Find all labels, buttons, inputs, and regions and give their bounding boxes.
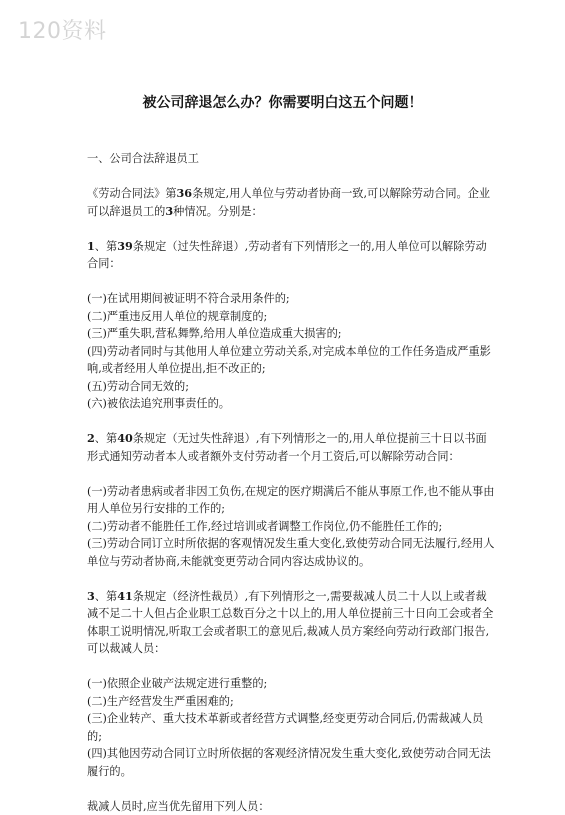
article-39-paragraph: 1、第39条规定（过失性辞退）,劳动者有下列情形之一的,用人单位可以解除劳动合同： xyxy=(87,238,495,273)
list-item: (四)其他因劳动合同订立时所依据的客观经济情况发生重大变化,致使劳动合同无法履行的。 xyxy=(87,745,495,780)
list-item: (一)劳动者患病或者非因工负伤,在规定的医疗期满后不能从事原工作,也不能从事由用人单位另行安排的工作的; xyxy=(87,483,495,518)
list-item: (二)生产经营发生严重困难的; xyxy=(87,693,495,711)
list-item: (一)在试用期间被证明不符合录用条件的; xyxy=(87,290,495,308)
article-41-paragraph: 3、第41条规定（经济性裁员）,有下列情形之一,需要裁减人员二十人以上或者裁减不足二十人但占企业职工总数百分之十以上的,用人单位提前三十日向工会或者全体职工说明情况,听取工会或者职工的意见后,裁减人员方案经向劳动行政部门报告,可以裁减人员： xyxy=(87,588,495,658)
document-body xyxy=(87,150,495,815)
watermark-logo: 120资料 xyxy=(18,14,107,45)
list-item: (二)劳动者不能胜任工作,经过培训或者调整工作岗位,仍不能胜任工作的; xyxy=(87,518,495,536)
list-item: (三)企业转产、重大技术革新或者经营方式调整,经变更劳动合同后,仍需裁减人员的; xyxy=(87,710,495,745)
list-item: (一)依照企业破产法规定进行重整的; xyxy=(87,675,495,693)
list-item: (五)劳动合同无效的; xyxy=(87,378,495,396)
closing-paragraph: 裁减人员时,应当优先留用下列人员： xyxy=(87,798,495,815)
list-item: (二)严重违反用人单位的规章制度的; xyxy=(87,308,495,326)
page-title: 被公司辞退怎么办？你需要明白这五个问题！ xyxy=(0,92,565,112)
list-item: (六)被依法追究刑事责任的。 xyxy=(87,395,495,413)
list-item: (三)劳动合同订立时所依据的客观情况发生重大变化,致使劳动合同无法履行,经用人单位与劳动者协商,未能就变更劳动合同内容达成协议的。 xyxy=(87,535,495,570)
list-item: (三)严重失职,营私舞弊,给用人单位造成重大损害的; xyxy=(87,325,495,343)
intro-paragraph: 《劳动合同法》第36条规定,用人单位与劳动者协商一致,可以解除劳动合同。企业可以辞退员工的3种情况。分别是： xyxy=(87,185,495,220)
list-item: (四)劳动者同时与其他用人单位建立劳动关系,对完成本单位的工作任务造成严重影响,或者经用人单位提出,拒不改正的; xyxy=(87,343,495,378)
article-40-paragraph: 2、第40条规定（无过失性辞退）,有下列情形之一的,用人单位提前三十日以书面形式通知劳动者本人或者额外支付劳动者一个月工资后,可以解除劳动合同： xyxy=(87,430,495,465)
section-heading: 一、公司合法辞退员工 xyxy=(87,150,495,168)
